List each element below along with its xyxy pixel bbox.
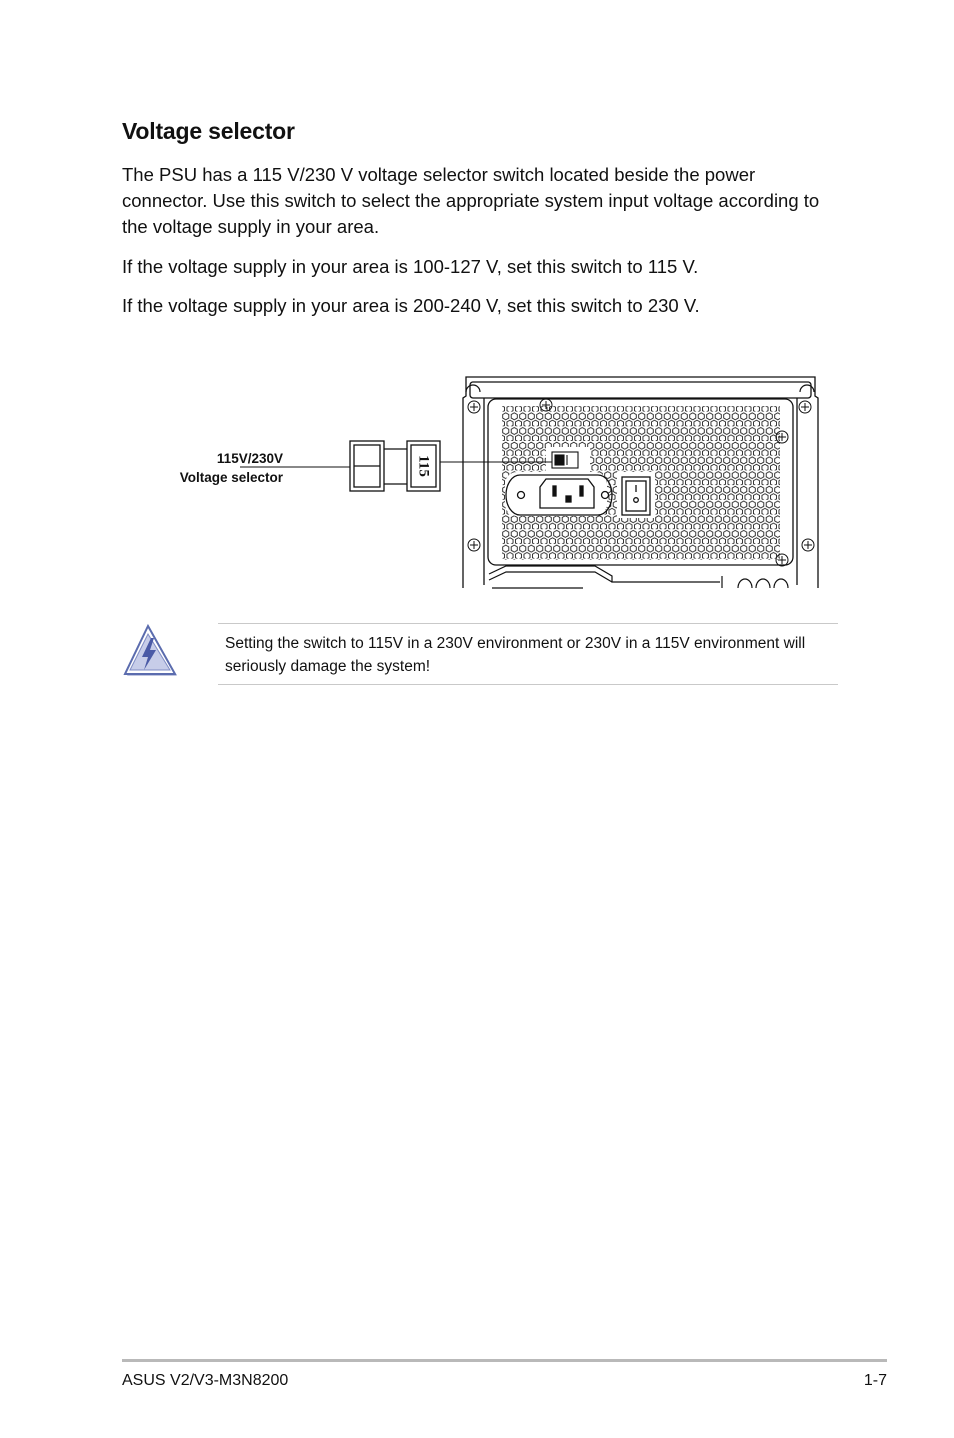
footer-divider	[122, 1359, 887, 1362]
intro-paragraph: The PSU has a 115 V/230 V voltage selector switch located beside the power connector. Use this switch to select the appropriate system input voltage according to the voltage supply in your area.	[122, 164, 820, 237]
warning-text: Setting the switch to 115V in a 230V environment or 230V in a 115V environment will seriously damage the system!	[225, 635, 806, 675]
psu-rear-illustration	[0, 0, 954, 600]
instruction-115v: If the voltage supply in your area is 100-127 V, set this switch to 115 V.	[122, 256, 699, 277]
footer-page-number: 1-7	[863, 1372, 887, 1389]
section-title: Voltage selector	[122, 118, 295, 144]
warning-note	[218, 623, 838, 685]
instruction-230v: If the voltage supply in your area is 200-240 V, set this switch to 230 V.	[122, 295, 700, 316]
warning-lightning-icon	[121, 622, 179, 678]
callout-line-1: 115V/230V	[216, 451, 283, 466]
switch-label-115: 115	[415, 455, 432, 477]
callout-line-2: Voltage selector	[179, 470, 283, 485]
footer-product-name: ASUS V2/V3-M3N8200	[122, 1372, 289, 1389]
voltage-selector-callout	[140, 449, 283, 487]
